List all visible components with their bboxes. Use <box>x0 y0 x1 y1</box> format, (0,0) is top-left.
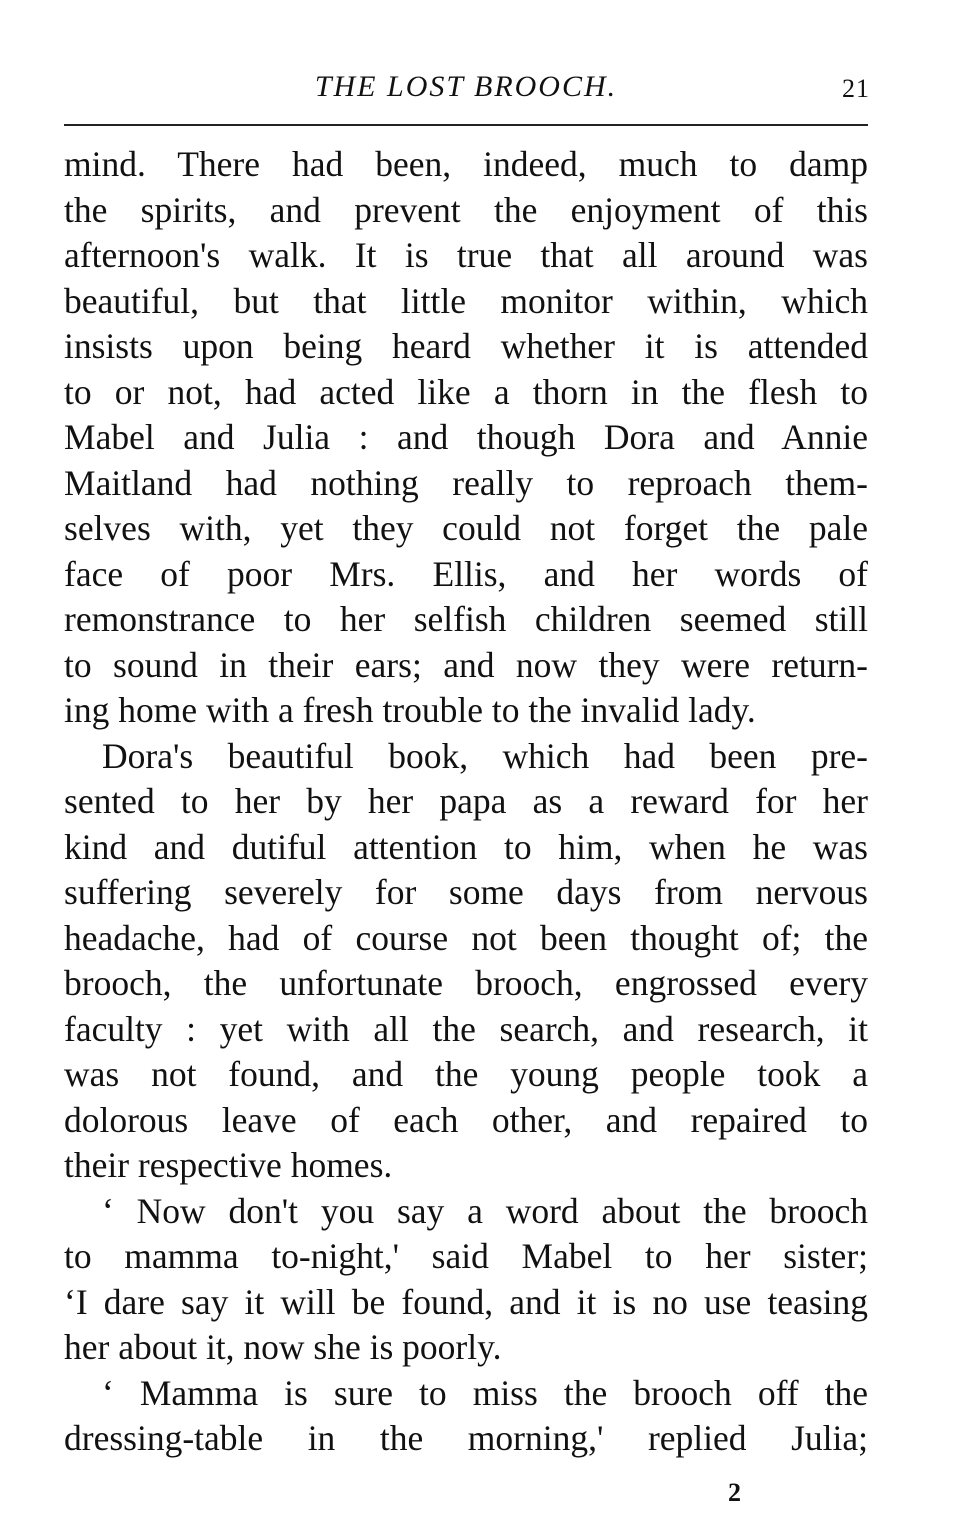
signature-mark: 2 <box>728 1478 741 1507</box>
text-line: kind and dutiful attention to him, when he was <box>64 826 868 867</box>
paragraph-start-line: ‘ Mamma is sure to miss the brooch off the <box>102 1372 868 1413</box>
text-line: suffering severely for some days from nervous <box>64 872 868 912</box>
text-line: face of poor Mrs. Ellis, and her words of <box>64 553 868 594</box>
text-line: faculty : yet with all the search, and research, it <box>64 1008 868 1049</box>
text-line: to mamma to-night,' said Mabel to her sister; <box>64 1236 868 1276</box>
paragraph-start-line: Dora's beautiful book, which had been pre- <box>102 735 868 776</box>
text-line: dolorous leave of each other, and repaired to <box>64 1099 868 1140</box>
running-title: THE LOST BROOCH. <box>314 70 618 103</box>
text-line: headache, had of course not been thought of; the <box>64 917 868 958</box>
text-line: selves with, yet they could not forget the pale <box>64 508 868 548</box>
text-line: was not found, and the young people took a <box>64 1054 868 1094</box>
text-line: to sound in their ears; and now they were return- <box>64 644 868 685</box>
text-line: brooch, the unfortunate brooch, engrossed every <box>64 963 868 1003</box>
text-line: insists upon being heard whether it is attended <box>64 326 868 366</box>
text-line: ‘I dare say it will be found, and it is no use teasing <box>64 1281 868 1322</box>
text-line: afternoon's walk. It is true that all around was <box>64 235 868 275</box>
text-line: her about it, now she is poorly. <box>64 1327 502 1367</box>
text-line: remonstrance to her selfish children seemed still <box>64 599 868 639</box>
header-rule <box>64 124 868 126</box>
text-line: beautiful, but that little monitor within, which <box>64 280 868 321</box>
text-line: Mabel and Julia : and though Dora and Annie <box>64 417 868 457</box>
text-line: Maitland had nothing really to reproach them- <box>64 462 868 503</box>
text-line: to or not, had acted like a thorn in the flesh to <box>64 371 868 412</box>
text-line: their respective homes. <box>64 1145 393 1185</box>
text-line: dressing-table in the morning,' replied Julia; <box>64 1418 868 1458</box>
body-text <box>64 142 868 1462</box>
text-line: the spirits, and prevent the enjoyment of this <box>64 189 868 230</box>
page-number: 21 <box>842 74 870 103</box>
running-head <box>62 70 870 114</box>
paragraph-start-line: ‘ Now don't you say a word about the brooch <box>102 1190 868 1231</box>
text-line: ing home with a fresh trouble to the invalid lady. <box>64 690 756 730</box>
text-line: sented to her by her papa as a reward for her <box>64 781 868 821</box>
text-line: mind. There had been, indeed, much to damp <box>64 144 868 184</box>
